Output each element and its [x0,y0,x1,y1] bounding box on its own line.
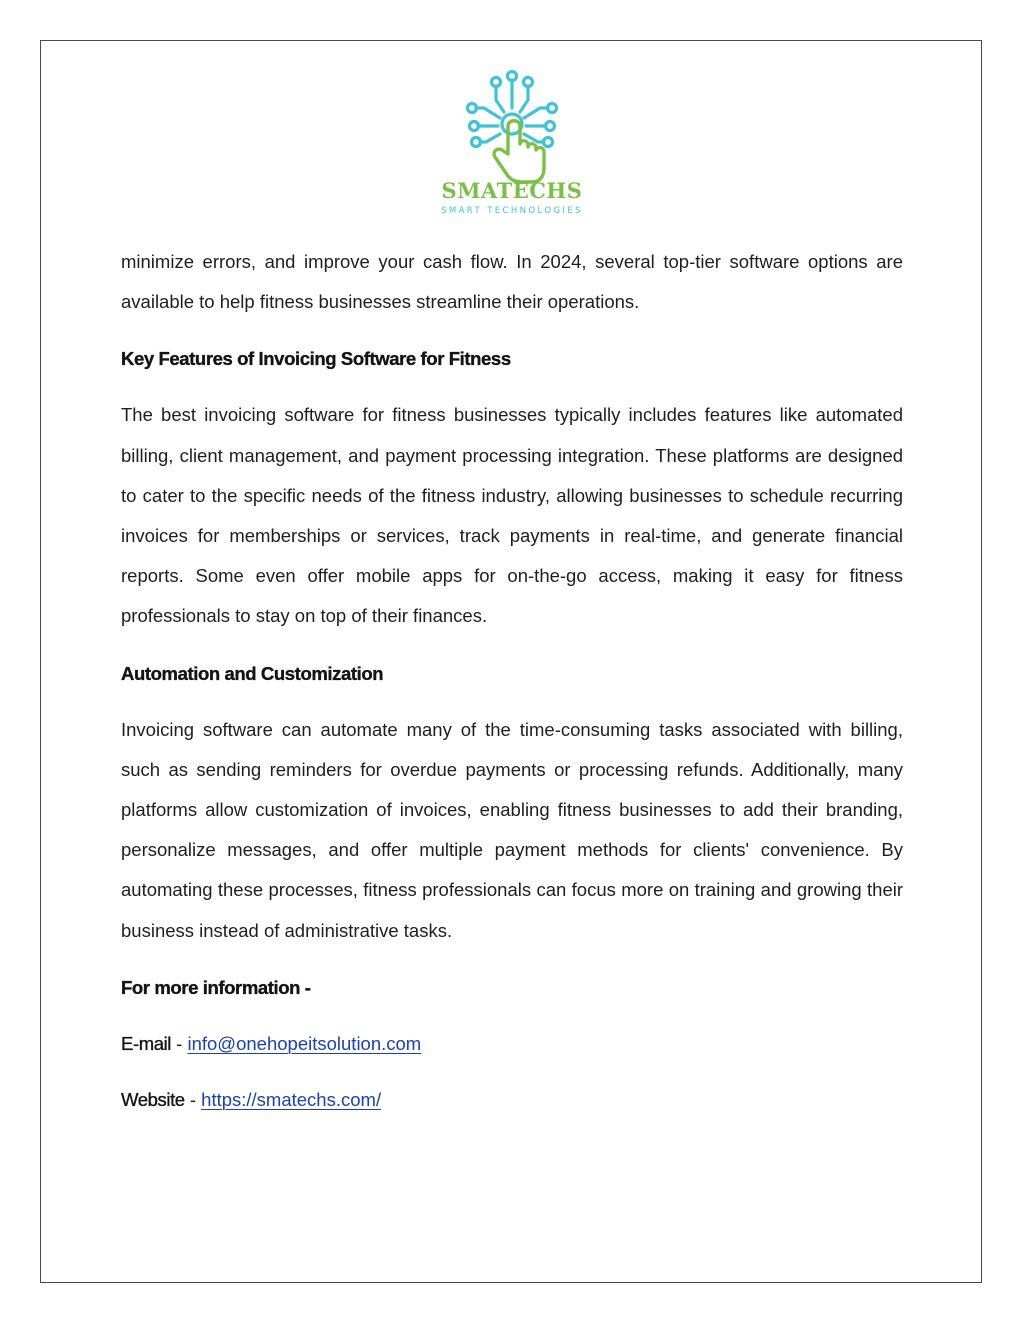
logo-tagline: SMART TECHNOLOGIES [441,206,583,216]
contact-heading: For more information - [121,976,311,998]
email-line [121,1024,903,1064]
section-body-automation: Invoicing software can automate many of the time-consuming tasks associated with billing, such as sending reminders for overdue payments or processing refunds. Additionally, many platforms allow customization of invoices, enabling fitness businesses to add their branding, personalize messages, and offer multiple payment methods for clients' convenience. By automating these processes, fitness professionals can focus more on training and growing their business instead of administrative tasks. [121,718,903,941]
email-link[interactable]: info@onehopeitsolution.com [187,1032,422,1054]
email-separator: - [171,1032,188,1054]
website-separator: - [184,1088,202,1110]
website-label: Website [121,1088,185,1110]
email-label: E-mail [121,1032,172,1054]
section-heading-automation: Automation and Customization [121,662,384,684]
company-logo [0,68,1024,218]
intro-paragraph: minimize errors, and improve your cash flow. In 2024, several top-tier software options are available to help fitness businesses streamline their operations. [121,251,903,313]
touch-hand-circuit-icon [422,68,602,218]
website-line [121,1080,903,1120]
website-link[interactable]: https://smatechs.com/ [201,1088,382,1110]
logo-wordmark: SMATECHS [441,178,583,203]
section-heading-key-features: Key Features of Invoicing Software for Fitness [121,348,511,370]
document-body [121,242,903,1120]
section-body-key-features: The best invoicing software for fitness businesses typically includes features like automated billing, client management, and payment processing integration. These platforms are designed to cater to the specific needs of the fitness industry, allowing businesses to schedule recurring invoices for memberships or services, track payments in real-time, and generate financial reports. Some even offer mobile apps for on-the-go access, making it easy for fitness professionals to stay on top of their finances. [121,404,903,627]
